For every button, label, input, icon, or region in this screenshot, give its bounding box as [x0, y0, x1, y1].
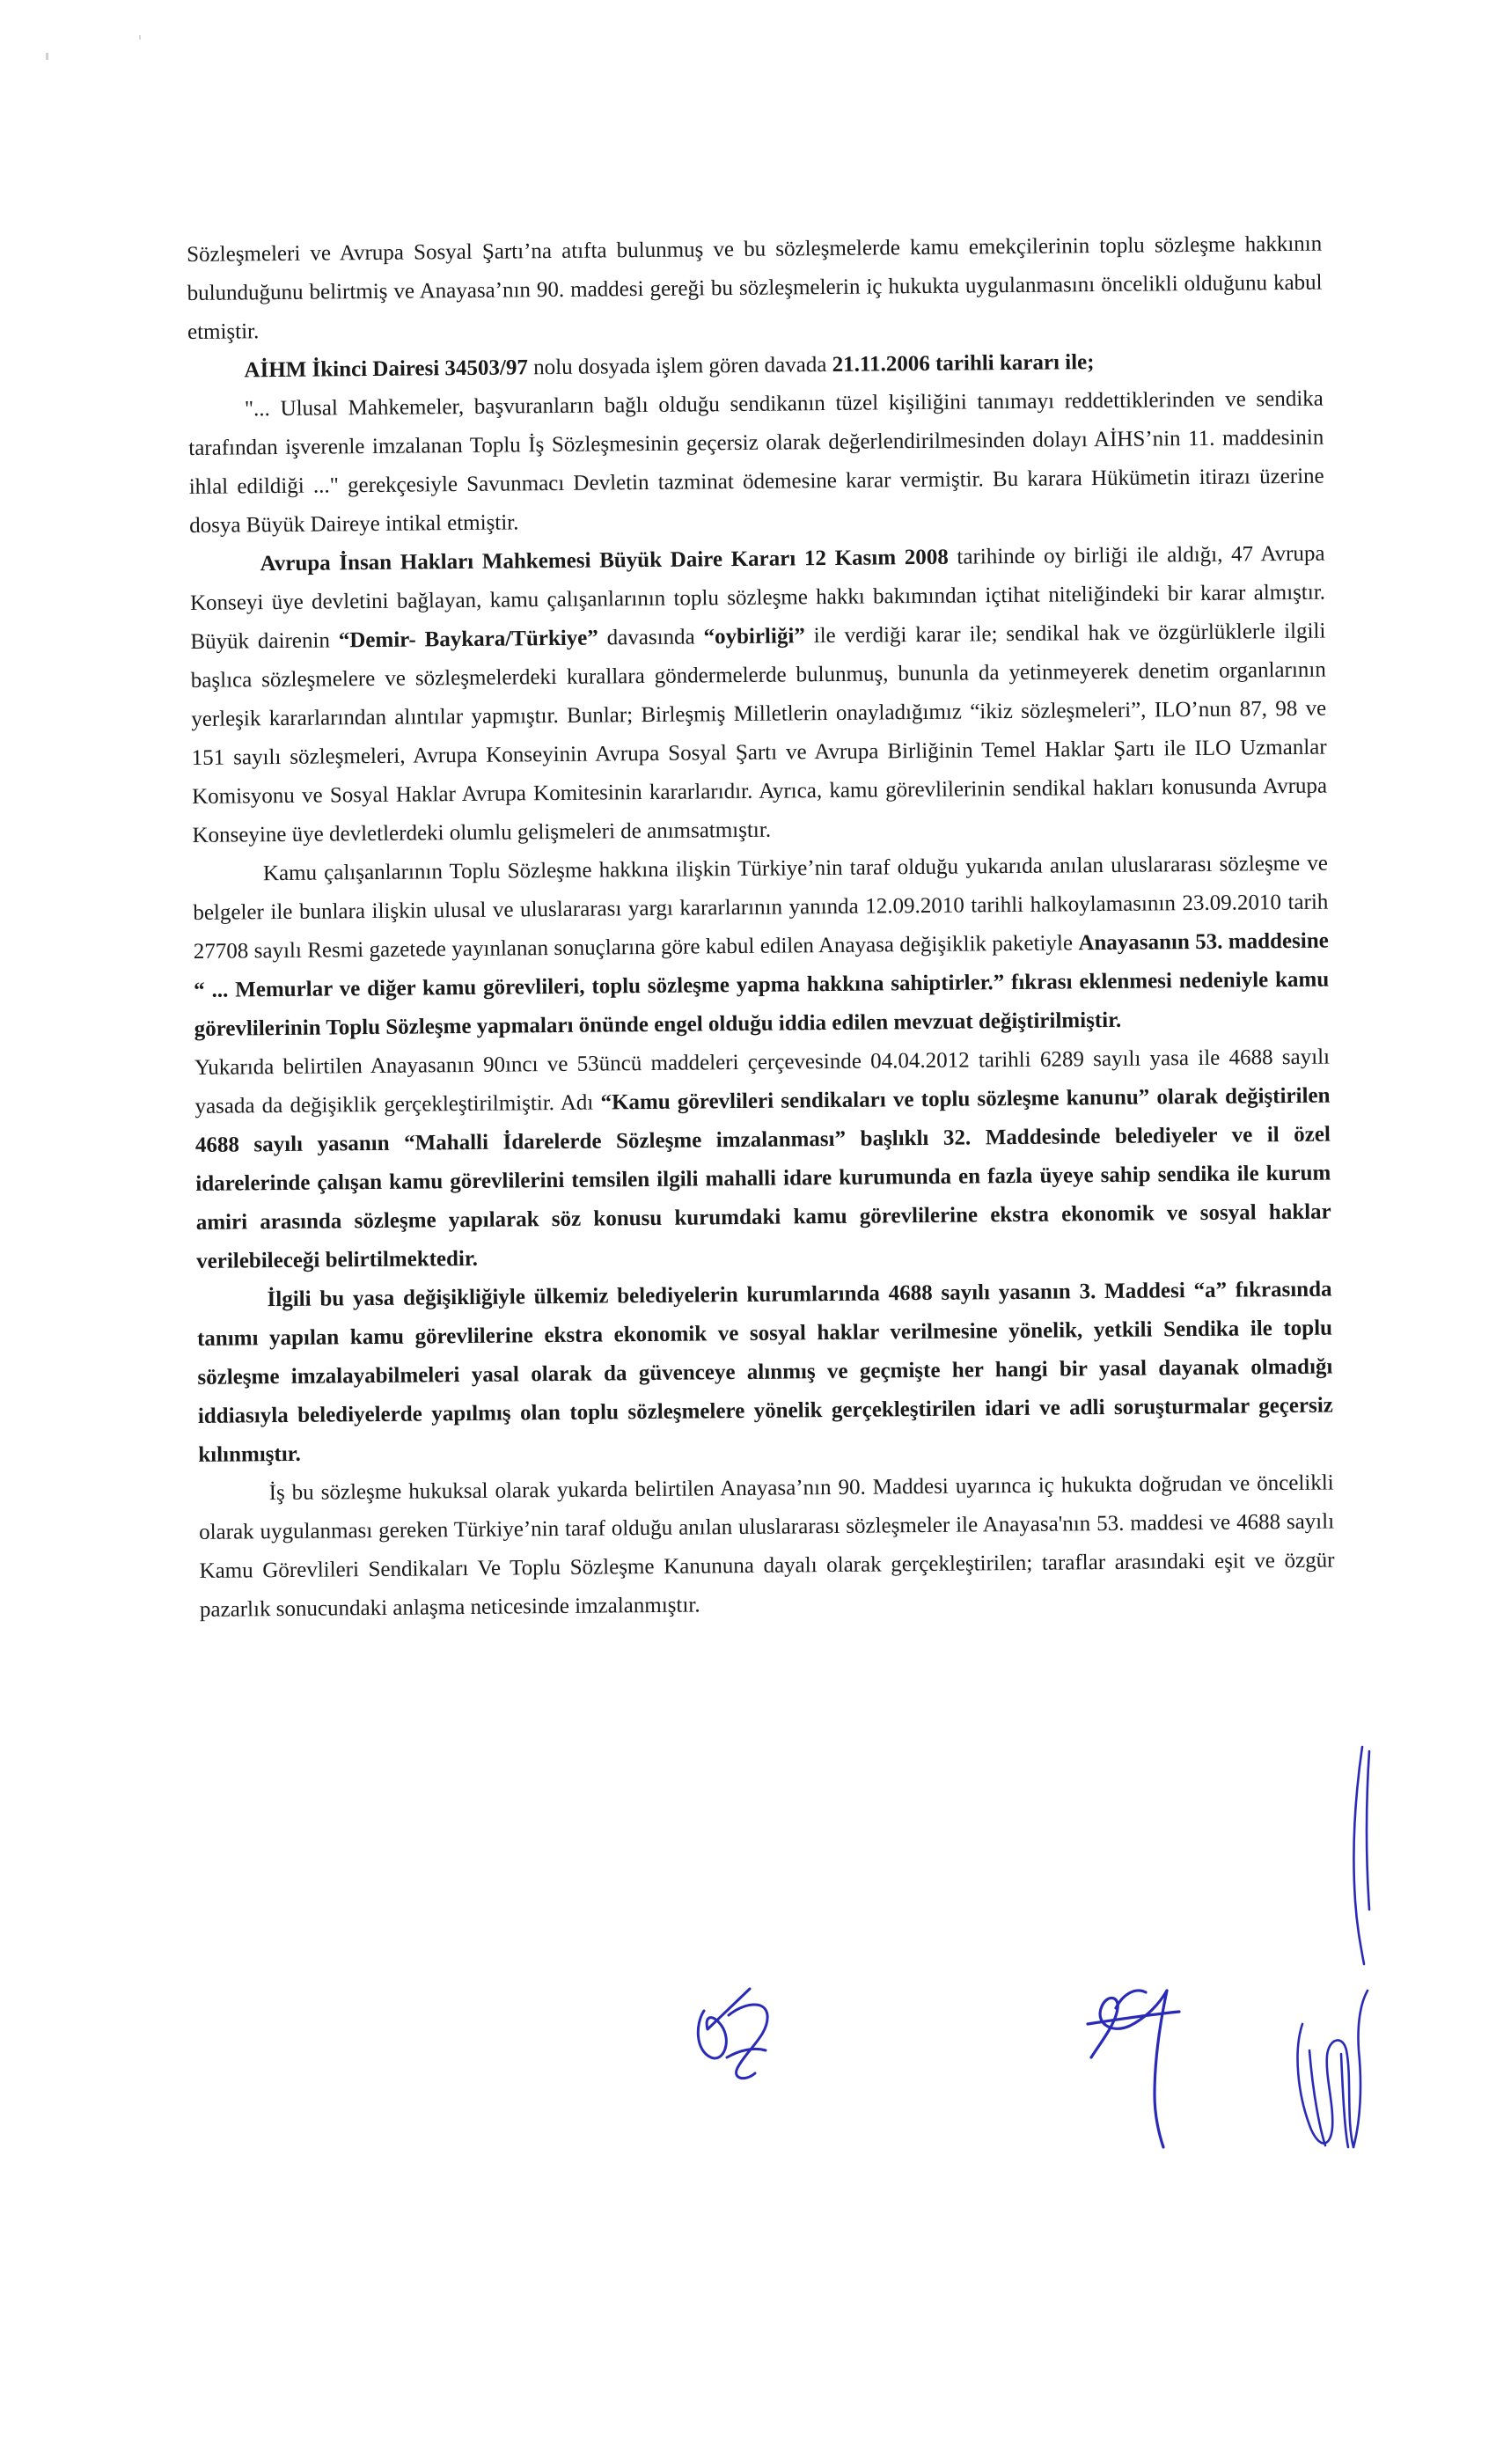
- signature-stroke: [1341, 2054, 1348, 2147]
- text-run: Yukarıda belirtilen Anayasanın 90ıncı ve 53üncü maddeleri çerçevesinde 04.04.2012 tarihli 6289 sayılı yasa ile 4688 sayılı yasada da değişiklik gerçekleştirilmiştir. Adı: [194, 1045, 1331, 1118]
- text-run: İş bu sözleşme hukuksal olarak yukarda belirtilen Anayasa’nın 90. Maddesi uyarınca iç hukukta doğrudan ve öncelikli olarak uygulanması gereken Türkiye’nin taraf olduğu anılan uluslararası sözleşmeler ile Anayasa'nın 53. maddesi ve 4688 sayılı Kamu Görevlileri Sendikaları Ve Toplu Sözleşme Kanununa dayalı olarak gerçekleştirilen; taraflar arasındaki eşit ve özgür pazarlık sonucundaki anlaşma neticesinde imzalanmıştır.: [199, 1470, 1335, 1622]
- paragraph-p3: [188, 380, 1325, 546]
- text-run: AİHM İkinci Dairesi 34503/97: [244, 356, 529, 383]
- text-run: "... Ulusal Mahkemeler, başvuranların bağlı olduğu sendikanın tüzel kişiliğini tanımayı reddettiklerinden ve sendika tarafından işverenle imzalanan Toplu İş Sözleşmesinin geçersiz olarak değerlendirilmesinden dolayı AİHS’nin 11. maddesinin ihlal edildiği ..." gerekçesiyle Savunmacı Devletin tazminat ödemesine karar vermiştir. Bu karara Hükümetin itirazı üzerine dosya Büyük Daireye intikal etmiştir.: [188, 386, 1324, 538]
- signature-stroke: [1309, 2050, 1325, 2145]
- text-run: “oybirliği”: [703, 624, 805, 649]
- paragraph-p1: [187, 225, 1323, 352]
- text-run: Sözleşmeleri ve Avrupa Sosyal Şartı’na atıfta bulunmuş ve bu sözleşmelerde kamu emekçilerinin toplu sözleşme hakkının bulunduğunu belirtmiş ve Anayasa’nın 90. maddesi gereği bu sözleşmelerin iç hukukta uygulanmasını öncelikli olduğunu kabul etmiştir.: [187, 231, 1323, 344]
- signature-stroke: [1298, 2024, 1353, 2147]
- text-run: Anayasanın 53. maddesine “ ... Memurlar ve diğer kamu görevlileri, toplu sözleşme yapma hakkına sahiptirler.” fıkrası eklenmesi nedeniyle kamu görevlilerinin Toplu Sözleşme yapmaları önünde engel olduğu iddia edilen mevzuat değiştirilmiştir.: [194, 928, 1330, 1041]
- paragraph-p4: [189, 535, 1327, 855]
- text-run: ile verdiği karar ile; sendikal hak ve özgürlüklerle ilgili başlıca sözleşmelere ve sözleşmelerdeki kurallara göndermelerde bulunmuş, bununla da yetinmeyerek denetim organlarının yerleşik kararlarından alıntılar yapmıştır. Bunlar; Birleşmiş Milletlerin onayladığımız “ikiz sözleşmeleri”, ILO’nun 87, 98 ve 151 sayılı sözleşmeleri, Avrupa Konseyinin Avrupa Sosyal Şartı ve Avrupa Birliğinin Temel Haklar Şartı ile ILO Uzmanlar Komisyonu ve Sosyal Haklar Avrupa Komitesinin kararlarıdır. Ayrıca, kamu görevlilerinin sendikal hakları konusunda Avrupa Konseyine üye devletlerdeki olumlu gelişmeleri de anımsatmıştır.: [190, 619, 1328, 847]
- paragraph-p8: [199, 1464, 1336, 1630]
- paragraph-p5: [193, 845, 1330, 1049]
- signature-3: [1298, 1747, 1369, 2147]
- paragraph-p6: [194, 1038, 1331, 1281]
- signature-stroke: [1367, 1751, 1369, 1910]
- text-run: davasında: [598, 625, 704, 650]
- signature-2: [1088, 1991, 1179, 2147]
- text-run: Avrupa İnsan Hakları Mahkemesi Büyük Daire Kararı 12 Kasım 2008: [260, 545, 949, 576]
- text-run: İlgili bu yasa değişikliğiyle ülkemiz belediyelerin kurumlarında 4688 sayılı yasanın 3. Maddesi “a” fıkrasında tanımı yapılan kamu görevlilerine ekstra ekonomik ve sosyal haklar verilmesine yönelik, yetkili Sendika ile toplu sözleşme imzalayabilmeleri yasal olarak da güvenceye alınmış ve geçmişte her hangi bir yasal dayanak olmadığı iddiasıyla belediyelerde yapılmış olan toplu sözleşmelere yönelik gerçekleştirilen idari ve adli soruşturmalar geçersiz kılınmıştır.: [196, 1277, 1333, 1467]
- document-body: [187, 225, 1335, 1630]
- text-run: “Demir- Baykara/Türkiye”: [338, 626, 598, 653]
- signature-stroke: [727, 2049, 766, 2057]
- text-run: “Kamu görevlileri sendikaları ve toplu sözleşme kanunu” olarak değiştirilen 4688 sayılı yasanın “Mahalli İdarelerde Sözleşme imzalanması” başlıklı 32. Maddesinde belediyeler ve il özel idarelerinde çalışan kamu görevlilerini temsilen ilgili mahalli idare kurumunda en fazla üyeye sahip sendika ile kurum amiri arasında sözleşme yapılarak söz konusu kurumdaki kamu görevlilerine ekstra ekonomik ve sosyal haklar verilebileceği belirtilmektedir.: [194, 1083, 1331, 1273]
- signature-stroke: [1088, 2012, 1179, 2024]
- text-run: nolu dosyada işlem gören davada: [527, 352, 832, 380]
- text-run: tarihinde oy birliği ile aldığı, 47 Avrupa Konseyi üye devletini bağlayan, kamu çalışanlarının toplu sözleşme hakkı bakımından içtihat niteliğindeki bir karar almıştır. Büyük dairenin: [189, 541, 1326, 654]
- scan-artifact: [46, 53, 48, 60]
- signature-stroke: [1353, 1747, 1364, 1964]
- signature-stroke: [1091, 1991, 1167, 2057]
- text-run: Kamu çalışanlarının Toplu Sözleşme hakkına ilişkin Türkiye’nin taraf olduğu yukarıda anılan uluslararası sözleşme ve belgeler ile bunlara ilişkin ulusal ve uluslararası yargı kararlarının yanında 12.09.2010 tarihli halkoylamasının 23.09.2010 tarih 27708 sayılı Resmi gazetede yayınlanan sonuçlarına göre kabul edilen Anayasa değişiklik paketiyle: [193, 851, 1329, 964]
- paragraph-p7: [196, 1271, 1333, 1475]
- scan-artifact: [139, 35, 141, 40]
- text-run: 21.11.2006 tarihli kararı ile;: [832, 350, 1095, 377]
- signature-stroke: [729, 2005, 767, 2079]
- signature-stroke: [698, 1989, 750, 2058]
- signature-stroke: [1353, 1991, 1368, 2147]
- signature-1: [698, 1989, 767, 2079]
- signature-stroke: [1155, 1991, 1167, 2147]
- signature-stroke: [1116, 1991, 1146, 2008]
